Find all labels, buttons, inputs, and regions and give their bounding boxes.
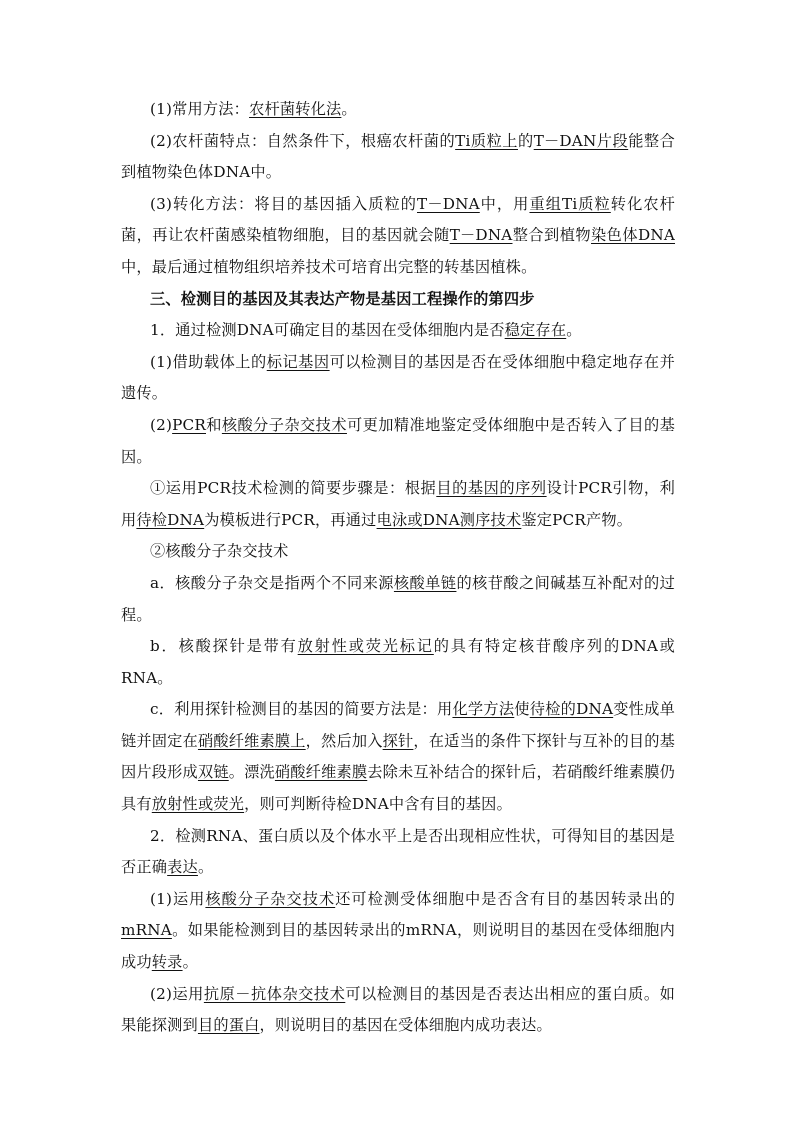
text-run: 。 [182, 953, 198, 972]
text-run: (1)借助载体上的 [150, 352, 267, 371]
text-run: 使 [514, 700, 530, 719]
paragraph [121, 189, 675, 284]
underlined-term: 转录 [151, 953, 183, 972]
text-run: (2)农杆菌特点：自然条件下，根癌农杆菌的 [150, 131, 456, 150]
text-run: (2)运用 [150, 984, 204, 1003]
text-run: 的具有特定核苷酸序列的DNA或RNA。 [121, 637, 676, 687]
text-run: 中，最后通过植物组织培养技术可培育出完整的转基因植株。 [121, 257, 537, 276]
underlined-term: 电泳或DNA测序技术 [376, 510, 522, 529]
text-run: 鉴定PCR产物。 [521, 510, 633, 529]
paragraph [121, 536, 675, 568]
paragraph [121, 884, 675, 979]
underlined-term: mRNA [121, 921, 172, 940]
underlined-term: 农杆菌转化法 [249, 100, 342, 118]
paragraph [121, 315, 675, 347]
underlined-term: 重组Ti质粒 [529, 194, 611, 213]
underlined-term: 放射性或荧光标记 [297, 637, 434, 656]
text-run: 三、检测目的基因及其表达产物是基因工程操作的第四步 [150, 289, 535, 308]
section-heading [121, 284, 675, 316]
text-run: ，则可判断待检DNA中含有目的基因。 [244, 795, 512, 814]
paragraph [121, 94, 675, 126]
paragraph [121, 473, 675, 536]
underlined-term: 硝酸纤维素膜上 [197, 731, 306, 750]
text-run: 2．检测RNA、蛋白质以及个体水平上是否出现相应性状，可得知目的基因是否正确 [121, 826, 675, 877]
text-run: 中，用 [479, 194, 530, 213]
text-run: (3)转化方法：将目的基因插入质粒的 [150, 194, 417, 213]
text-run: 转化农杆菌，再让农杆菌感染植物细胞，目的基因就会随 [121, 194, 675, 245]
underlined-term: 硝酸纤维素膜 [274, 763, 368, 782]
underlined-term: PCR [172, 415, 206, 434]
underlined-term: 探针 [382, 731, 414, 750]
paragraph [121, 410, 675, 473]
underlined-term: 稳定存在 [504, 321, 567, 340]
text-run: 还可检测受体细胞中是否含有目的基因转录出的 [335, 889, 676, 908]
text-run: (1)运用 [150, 889, 206, 908]
text-run: 的核苷酸之间碱基互补配对的过程。 [121, 573, 675, 624]
text-run: a．核酸分子杂交是指两个不同来源 [150, 573, 394, 592]
text-run: 。 [197, 858, 214, 877]
paragraph [121, 694, 675, 820]
paragraph [121, 568, 675, 631]
underlined-term: 标记基因 [266, 352, 330, 371]
document-body [121, 94, 675, 1042]
paragraph [121, 631, 675, 694]
underlined-term: 核酸分子杂交技术 [205, 889, 336, 908]
text-run: 。如果能检测到目的基因转录出的mRNA，则说明目的基因在受体细胞内成功 [121, 921, 675, 972]
underlined-term: T－DNA [417, 194, 480, 213]
text-run: c．利用探针检测目的基因的简要方法是：用 [150, 700, 453, 719]
underlined-term: 目的基因的序列 [436, 479, 547, 498]
text-run: 的 [517, 131, 534, 150]
underlined-term: 待检的DNA [529, 700, 614, 719]
paragraph [121, 347, 675, 410]
underlined-term: 双链 [197, 763, 229, 782]
text-run: (1)常用方法： [150, 100, 250, 118]
text-run: 。漂洗 [228, 763, 275, 782]
text-run: 可更加精准地鉴定受体细胞中是否转入了目的基因。 [121, 415, 675, 466]
text-run: ，则说明目的基因在受体细胞内成功表达。 [259, 1016, 552, 1035]
text-run: 去除未互补结合的探针后，若硝酸纤维素膜仍具有 [121, 763, 676, 814]
underlined-term: Ti质粒上 [455, 131, 518, 150]
text-run: 设计PCR引物，利用 [121, 479, 675, 529]
text-run: 整合到植物 [512, 226, 592, 245]
paragraph [121, 126, 675, 189]
underlined-term: 核酸分子杂交技术 [221, 415, 347, 434]
text-run: 。 [341, 100, 357, 118]
underlined-term: 放射性或荧光 [151, 795, 245, 814]
text-run: 能整合到植物染色体DNA中。 [121, 131, 675, 182]
underlined-term: 表达 [167, 858, 198, 877]
text-run: (2) [150, 415, 173, 434]
underlined-term: 抗原－抗体杂交技术 [203, 984, 346, 1003]
text-run: 1．通过检测DNA可确定目的基因在受体细胞内是否 [150, 321, 505, 340]
text-run: 可以检测目的基因是否在受体细胞中稳定地存在并遗传。 [121, 352, 675, 403]
text-run: 和 [206, 415, 222, 434]
underlined-term: T－DAN片段 [533, 131, 629, 150]
underlined-term: 化学方法 [452, 700, 515, 719]
underlined-term: 染色体DNA [591, 226, 676, 245]
underlined-term: 待检DNA [136, 510, 205, 529]
underlined-term: T－DNA [449, 226, 513, 245]
text-run: ，在适当的条件下探针与互补的目的基因片段形成 [121, 731, 676, 782]
text-run: 为模板进行PCR，再通过 [204, 510, 377, 529]
text-run: ①运用PCR技术检测的简要步骤是：根据 [150, 479, 437, 498]
underlined-term: 目的蛋白 [197, 1016, 260, 1035]
paragraph [121, 821, 675, 884]
paragraph [121, 979, 675, 1042]
text-run: b．核酸探针是带有 [150, 637, 298, 656]
text-run: 可以检测目的基因是否表达出相应的蛋白质。如果能探测到 [121, 984, 675, 1035]
text-run: ②核酸分子杂交技术 [150, 542, 289, 561]
text-run: 。 [566, 321, 582, 340]
text-run: 变性成单链并固定在 [121, 700, 675, 750]
underlined-term: 核酸单链 [393, 573, 457, 592]
text-run: ，然后加入 [305, 731, 383, 750]
